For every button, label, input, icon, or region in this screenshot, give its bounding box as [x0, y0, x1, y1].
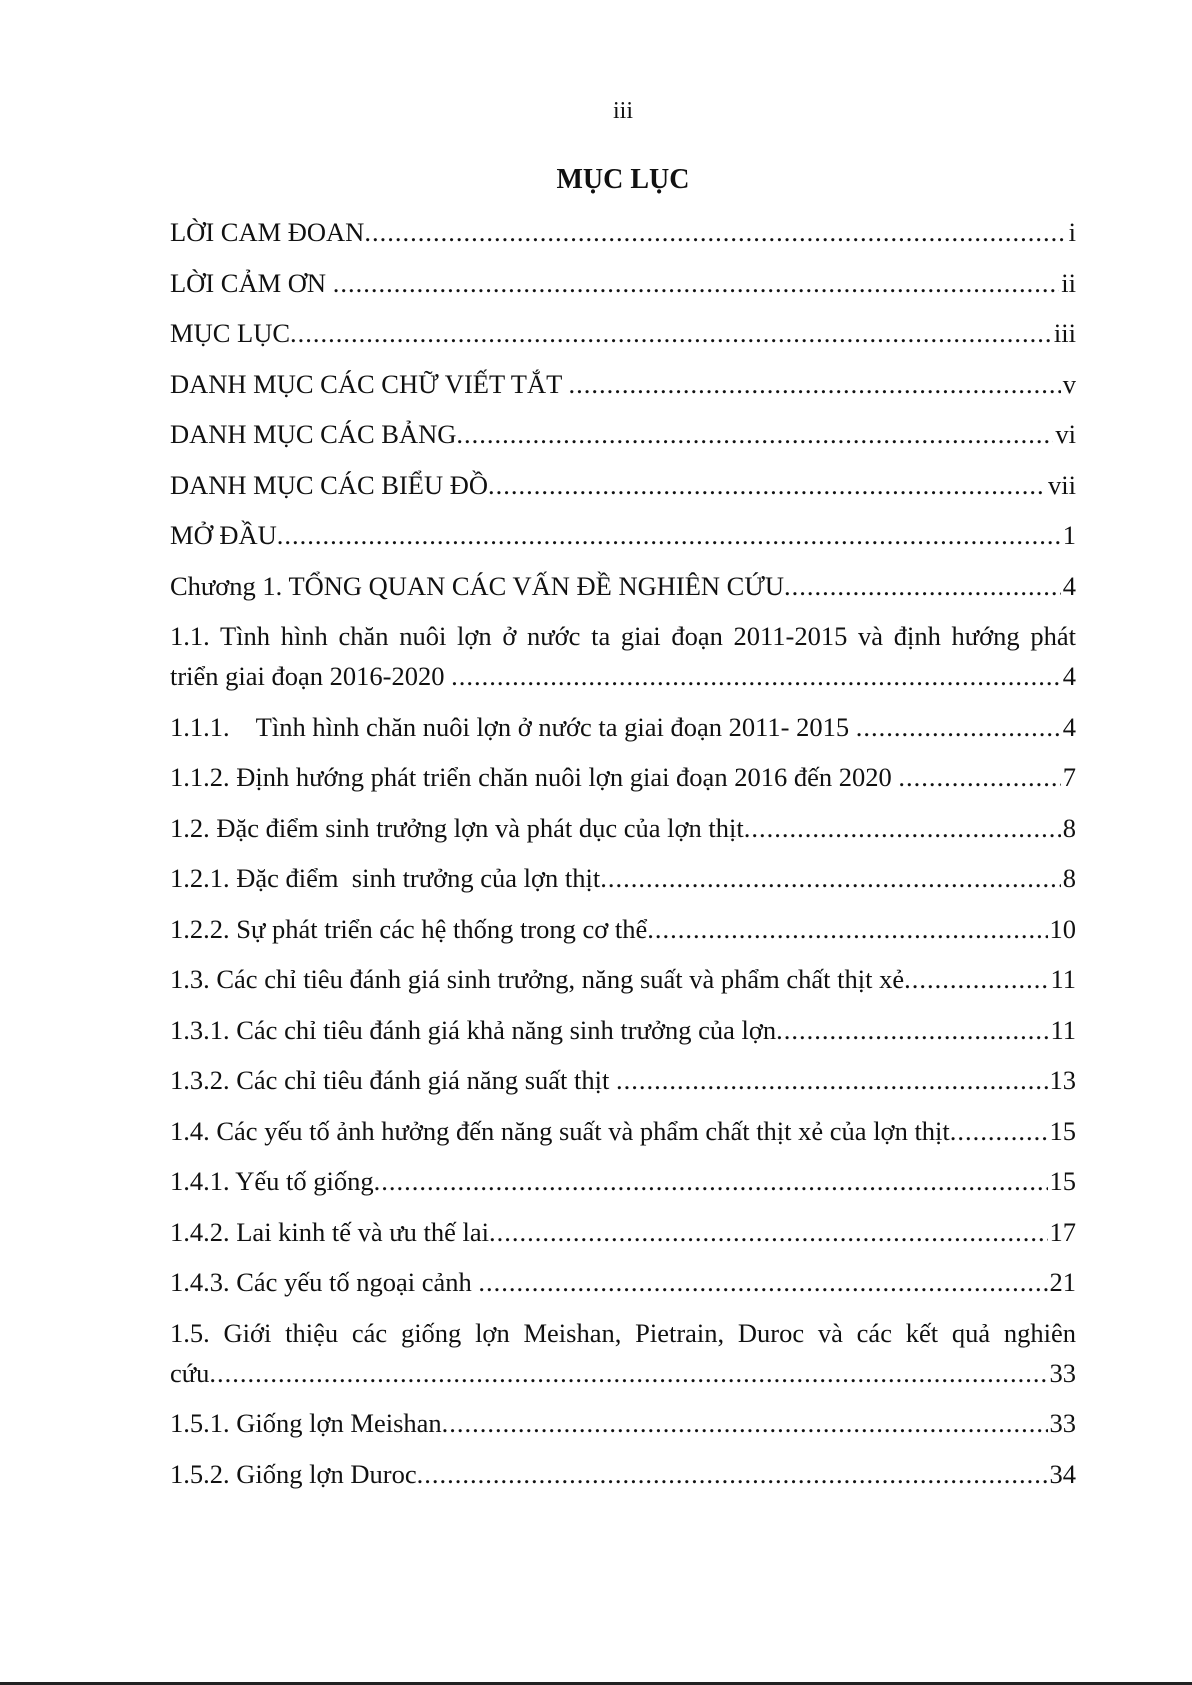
toc-entry-title: 1.5.2. Giống lợn Duroc [170, 1458, 417, 1489]
toc-entry-page: ii [1061, 267, 1076, 298]
toc-entry-line [170, 364, 1076, 404]
toc-entry-page: 21 [1049, 1267, 1076, 1297]
toc-entry[interactable] [170, 1313, 1076, 1393]
toc-entry-page: 4 [1062, 711, 1076, 742]
toc-entry-title: 1.5.1. Giống lợn Meishan [170, 1408, 442, 1438]
toc-entry-page: vi [1055, 419, 1076, 449]
toc-entry-title: 1.1. Tình hình chăn nuôi lợn ở nước ta giai đoạn 2011-2015 và định hướng phát [170, 621, 1076, 651]
toc-entry[interactable] [170, 1060, 1076, 1100]
toc-entry[interactable] [170, 1111, 1076, 1151]
dot-leader [489, 1212, 1047, 1252]
toc-entry-line [170, 465, 1076, 505]
toc-entry-line [170, 1111, 1076, 1151]
dot-leader [616, 1060, 1048, 1100]
dot-leader [568, 364, 1060, 404]
dot-leader [950, 1111, 1048, 1151]
toc-entry-page: vii [1048, 469, 1076, 500]
toc-entry-line [170, 656, 1076, 696]
toc-entry-title: 1.4.2. Lai kinh tế và ưu thế lai [170, 1216, 490, 1247]
toc-entry[interactable] [170, 1403, 1076, 1443]
toc-entry[interactable] [170, 566, 1076, 606]
dot-leader [784, 566, 1061, 606]
toc-entry-page: iii [1053, 318, 1076, 348]
toc-entry-line [170, 707, 1076, 747]
toc-entry-title: 1.3.2. Các chỉ tiêu đánh giá năng suất thịt [170, 1065, 616, 1095]
toc-entry-title: Chương 1. TỔNG QUAN CÁC VẤN ĐỀ NGHIÊN CỨU [170, 570, 785, 601]
toc-entry[interactable] [170, 1454, 1076, 1494]
toc-entry-title: DANH MỤC CÁC CHỮ VIẾT TẮT [170, 368, 569, 399]
toc-entry-line [170, 1403, 1076, 1443]
toc-entry-title: 1.3. Các chỉ tiêu đánh giá sinh trưởng, năng suất và phẩm chất thịt xẻ [170, 964, 905, 994]
toc-entry-line [170, 212, 1076, 252]
toc-entry-title: 1.2.1. Đặc điểm sinh trưởng của lợn thịt [170, 863, 601, 893]
toc-entry[interactable] [170, 757, 1076, 797]
toc-entry-page: 4 [1062, 661, 1076, 691]
dot-leader [647, 909, 1047, 949]
page-number: iii [612, 98, 633, 124]
toc-entry-title: MỞ ĐẦU [170, 520, 277, 550]
toc-entry[interactable] [170, 263, 1076, 303]
toc-entry[interactable] [170, 515, 1076, 555]
dot-leader [277, 515, 1061, 555]
toc-entry-line [170, 909, 1076, 949]
toc-entry-page: 8 [1062, 863, 1076, 893]
toc-entry-title: LỜI CẢM ƠN [170, 267, 333, 298]
toc-entry-title: 1.4.1. Yếu tố giống [170, 1166, 374, 1196]
dot-leader [600, 858, 1061, 898]
toc-entry-line [170, 616, 1076, 656]
toc-entry-title: 1.2.2. Sự phát triển các hệ thống trong cơ thể [170, 913, 648, 944]
toc-entry[interactable] [170, 616, 1076, 696]
toc-entry[interactable] [170, 959, 1076, 999]
toc-entry-page: 33 [1049, 1408, 1076, 1438]
toc-entry-page: 10 [1049, 913, 1076, 944]
toc-entry-page: 13 [1049, 1065, 1076, 1095]
toc-entry-title: DANH MỤC CÁC BIỂU ĐỒ [170, 469, 489, 500]
toc-entry[interactable] [170, 465, 1076, 505]
dot-leader [776, 1010, 1048, 1050]
toc-entry[interactable] [170, 1212, 1076, 1252]
toc-entry-page: 15 [1049, 1115, 1076, 1146]
dot-leader [898, 757, 1060, 797]
toc-entry-page: 7 [1062, 762, 1076, 792]
dot-leader [904, 959, 1048, 999]
toc-entry[interactable] [170, 212, 1076, 252]
toc-entry-line [170, 313, 1076, 353]
toc-entry-page: 8 [1062, 812, 1076, 843]
toc-entry[interactable] [170, 707, 1076, 747]
toc-entry[interactable] [170, 313, 1076, 353]
toc-entry-page: 11 [1050, 964, 1076, 994]
toc-entry[interactable] [170, 909, 1076, 949]
toc-entry-title: 1.5. Giới thiệu các giống lợn Meishan, Pietrain, Duroc và các kết quả nghiên [170, 1317, 1076, 1348]
toc-entry-line [170, 566, 1076, 606]
toc-entry-line [170, 515, 1076, 555]
toc-entry-page: i [1068, 217, 1076, 247]
toc-entry-title: 1.3.1. Các chỉ tiêu đánh giá khả năng sinh trưởng của lợn [170, 1014, 777, 1045]
dot-leader [488, 465, 1046, 505]
toc-entry[interactable] [170, 1010, 1076, 1050]
toc-entry-title: 1.1.2. Định hướng phát triển chăn nuôi lợn giai đoạn 2016 đến 2020 [170, 762, 899, 792]
toc-entry-title: 1.1.1. Tình hình chăn nuôi lợn ở nước ta giai đoạn 2011- 2015 [170, 711, 856, 742]
toc-entry-title: triển giai đoạn 2016-2020 [170, 661, 452, 691]
dot-leader [442, 1403, 1048, 1443]
dot-leader [456, 414, 1053, 454]
toc-entry-title: LỜI CAM ĐOAN [170, 217, 365, 247]
toc-entry-page: 1 [1062, 520, 1076, 550]
toc-entry-page: 11 [1050, 1014, 1076, 1045]
dot-leader [290, 313, 1052, 353]
toc-entry-page: 4 [1062, 570, 1076, 601]
toc-entry-page: 34 [1049, 1458, 1076, 1489]
toc-entry-page: 17 [1049, 1216, 1076, 1247]
toc-entry-line [170, 1353, 1076, 1393]
dot-leader [209, 1353, 1047, 1393]
toc-entry-line [170, 1262, 1076, 1302]
dot-leader [451, 656, 1061, 696]
toc-entry-line [170, 1010, 1076, 1050]
toc-entry-line [170, 263, 1076, 303]
dot-leader [417, 1454, 1048, 1494]
toc-entry-title: MỤC LỤC [170, 318, 291, 348]
table-of-contents [170, 212, 1076, 1504]
toc-entry-line [170, 808, 1076, 848]
toc-entry-line [170, 1454, 1076, 1494]
toc-entry[interactable] [170, 364, 1076, 404]
toc-entry-line [170, 1313, 1076, 1353]
toc-entry-title: 1.4.3. Các yếu tố ngoại cảnh [170, 1267, 479, 1297]
dot-leader [333, 263, 1060, 303]
dot-leader [744, 808, 1061, 848]
toc-entry-title: 1.4. Các yếu tố ảnh hưởng đến năng suất và phẩm chất thịt xẻ của lợn thịt [170, 1115, 950, 1146]
toc-entry-line [170, 1161, 1076, 1201]
toc-entry-line [170, 414, 1076, 454]
toc-entry-title: DANH MỤC CÁC BẢNG [170, 419, 457, 449]
dot-leader [364, 212, 1066, 252]
toc-entry-page: 15 [1049, 1166, 1076, 1196]
dot-leader [856, 707, 1061, 747]
toc-title: MỤC LỤC [556, 164, 690, 195]
dot-leader [374, 1161, 1048, 1201]
toc-entry[interactable] [170, 808, 1076, 848]
toc-entry[interactable] [170, 858, 1076, 898]
toc-entry[interactable] [170, 1161, 1076, 1201]
toc-entry-line [170, 858, 1076, 898]
dot-leader [478, 1262, 1047, 1302]
toc-entry[interactable] [170, 1262, 1076, 1302]
toc-entry-line [170, 1060, 1076, 1100]
toc-entry-page: v [1062, 368, 1076, 399]
toc-entry[interactable] [170, 414, 1076, 454]
toc-entry-title: 1.2. Đặc điểm sinh trưởng lợn và phát dục của lợn thịt [170, 812, 744, 843]
toc-entry-line [170, 757, 1076, 797]
toc-entry-title: cứu [170, 1357, 210, 1388]
toc-entry-line [170, 1212, 1076, 1252]
toc-entry-line [170, 959, 1076, 999]
toc-entry-page: 33 [1049, 1357, 1076, 1388]
